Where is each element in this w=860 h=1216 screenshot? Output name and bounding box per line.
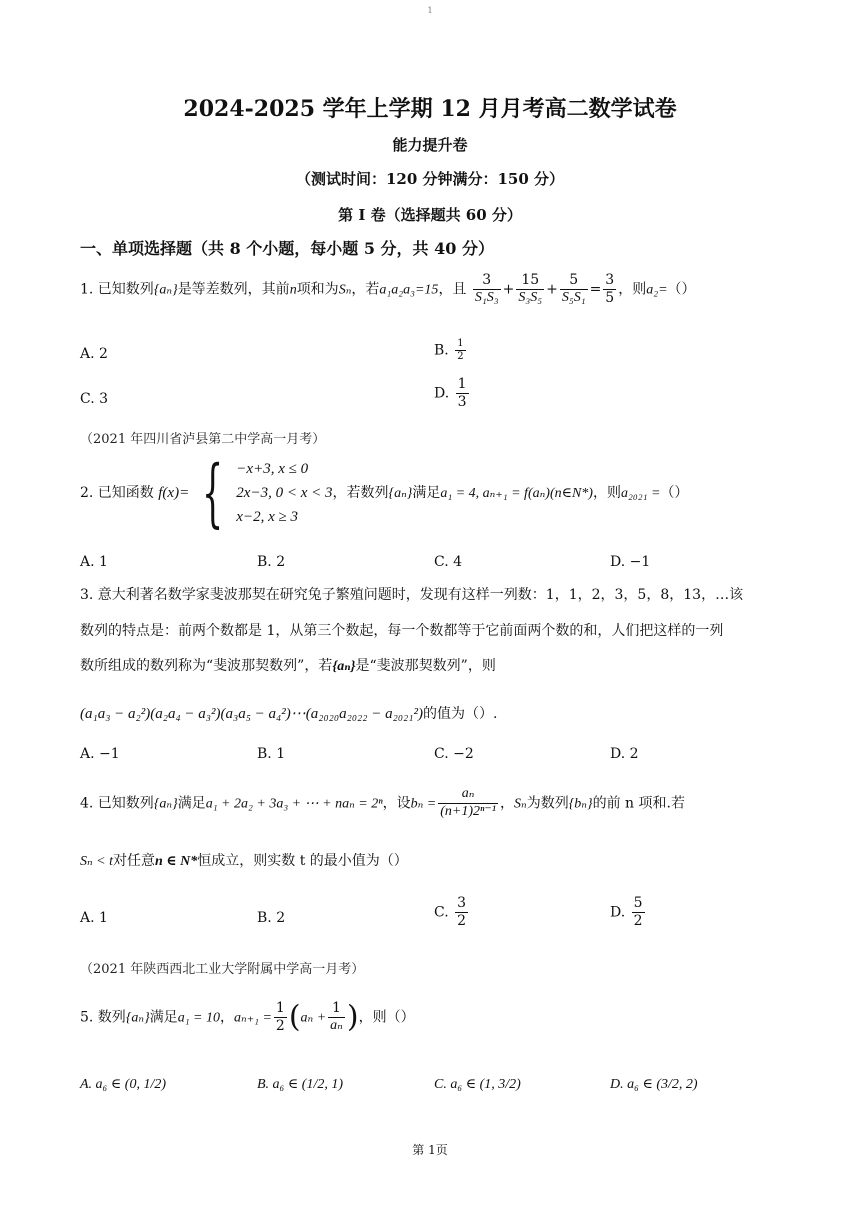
q4-frac-bn: $\frac{\text{aₙ}}{\text{(n+1)2ⁿ⁻¹}}$: [440, 786, 497, 819]
q4-option-d: D. $\frac{5}{2}$: [610, 895, 643, 929]
q2-cases: −x+3, x ≤ 0 2x−3, 0 < x < 3 x−2, x ≥ 3: [236, 461, 333, 525]
q1-frac-3: $\frac{5}{\text{S₅S₁}}$: [561, 272, 586, 305]
q3-expression: (a₁a₃ − a₂²)(a₂a₄ − a₃²)(a₃a₅ − a₄²)⋯(a₂₀₂₀a₂₀₂₂ − a₂₀₂₁²)的值为（）.: [80, 706, 498, 722]
q2-brace: {: [202, 450, 224, 536]
q1-prod: a₁a₂a₃=15: [379, 282, 439, 298]
q3-option-b: B. 1: [257, 746, 286, 762]
q4-option-b: B. 2: [257, 910, 286, 926]
exam-timing: （测试时间：120 分钟满分：150 分）: [295, 170, 565, 188]
q1-lead: 1. 已知数列: [80, 281, 154, 298]
q1-text2: 项和为: [296, 281, 339, 298]
q1-option-d: D. $\frac{1}{3}$: [434, 376, 467, 410]
q1-a2: a₂=: [646, 282, 668, 298]
q1-blank: （）: [667, 281, 696, 298]
q5-frac-inv: $\frac{1}{\text{aₙ}}$: [330, 1000, 343, 1033]
q1-tail: ，则: [618, 281, 647, 298]
question-2: 2. 已知函数 f(x)= { −x+3, x ≤ 0 2x−3, 0 < x < 3 x−2, x ≥ 3 ，若数列{aₙ}满足a₁ = 4, aₙ₊₁ = f(aₙ)(n∈N*)，则a₂₀₂₁ =（）: [80, 450, 689, 536]
q3-option-d: D. 2: [610, 746, 639, 762]
exam-title: 2024-2025 学年上学期 12 月月考高二数学试卷: [183, 96, 677, 122]
q1-option-c: C. 3: [80, 391, 109, 407]
page-footer: 第 1页: [412, 1143, 448, 1157]
q1-frac-2: $\frac{15}{\text{S₃S₅}}$: [518, 272, 543, 305]
q1-text4: ，且: [438, 281, 467, 298]
q4-option-c: C. $\frac{3}{2}$: [434, 895, 467, 929]
q5-option-b: B. a₆ ∈ (1/2, 1): [257, 1077, 343, 1092]
q4-option-a: A. 1: [80, 910, 108, 926]
exam-subtitle: 能力提升卷: [392, 136, 468, 154]
q3-option-c: C. −2: [434, 746, 474, 762]
q3-option-a: A. −1: [80, 746, 120, 762]
q5-frac-half: $\frac{1}{2}$: [275, 1000, 285, 1034]
q3-line-3: 数所组成的数列称为“斐波那契数列”，若{aₙ}是“斐波那契数列”，则: [80, 658, 496, 674]
source-note-1: （2021 年四川省泸县第二中学高一月考）: [80, 432, 326, 447]
question-5: 5. 数列{aₙ}满足a₁ = 10，aₙ₊₁ = $\frac{1}{2}$ (aₙ + $\frac{1}{\text{aₙ}}$ )，则（）: [80, 999, 415, 1035]
q2-option-b: B. 2: [257, 554, 286, 570]
page-marker: 1: [427, 6, 433, 15]
q1-seq: {aₙ}: [153, 282, 178, 298]
question-4-line-1: 4. 已知数列{aₙ}满足a₁ + 2a₂ + 3a₃ + ⋯ + naₙ = 2ⁿ，设bₙ = $\frac{\text{aₙ}}{\text{(n+1)2ⁿ⁻¹}}$ ，Sₙ为数列{bₙ}的前 n 项和.若: [80, 786, 685, 819]
q1-text3: ，若: [351, 281, 380, 298]
q5-option-c: C. a₆ ∈ (1, 3/2): [434, 1077, 521, 1092]
q2-option-a: A. 1: [80, 554, 108, 570]
q1-frac-rhs: $\frac{3}{5}$: [605, 272, 615, 306]
question-4-line-2: Sₙ < t对任意n ∈ N*恒成立，则实数 t 的最小值为（）: [80, 853, 408, 869]
q1-n: n: [289, 282, 297, 298]
q1-sn: Sₙ: [338, 282, 352, 298]
section-heading: 一、单项选择题（共 8 个小题，每小题 5 分，共 40 分）: [80, 239, 494, 258]
q2-option-c: C. 4: [434, 554, 463, 570]
q1-option-a: A. 2: [80, 346, 108, 362]
q2-option-d: D. −1: [610, 554, 651, 570]
q1-text1: 是等差数列，其前: [177, 281, 290, 298]
q3-line-2: 数列的特点是：前两个数都是 1，从第三个数起，每一个数都等于它前面两个数的和，人们把这样的一列: [80, 623, 724, 639]
q5-option-a: A. a₆ ∈ (0, 1/2): [80, 1077, 166, 1092]
q5-option-d: D. a₆ ∈ (3/2, 2): [610, 1077, 698, 1092]
volume-heading: 第 I 卷（选择题共 60 分）: [338, 206, 522, 224]
q1-frac-1: $\frac{3}{\text{S₁S₃}}$: [474, 272, 499, 305]
source-note-2: （2021 年陕西西北工业大学附属中学高一月考）: [80, 962, 365, 977]
question-1: 1. 已知数列{aₙ}是等差数列，其前n项和为Sₙ，若a₁a₂a₃=15，且 $\frac{3}{\text{S₁S₃}}$ + $\frac{15}{\text{S₃S₅}}$ + $\frac{5}{\text{S₅S₁}}$ = $\frac{3}{5}$ ，则a₂=（）: [80, 272, 696, 306]
q1-option-b: B. $\frac{1}{2}$: [434, 338, 464, 362]
q3-line-1: 3. 意大利著名数学家斐波那契在研究兔子繁殖问题时，发现有这样一列数：1，1，2，3，5，8，13，…该: [80, 587, 744, 603]
